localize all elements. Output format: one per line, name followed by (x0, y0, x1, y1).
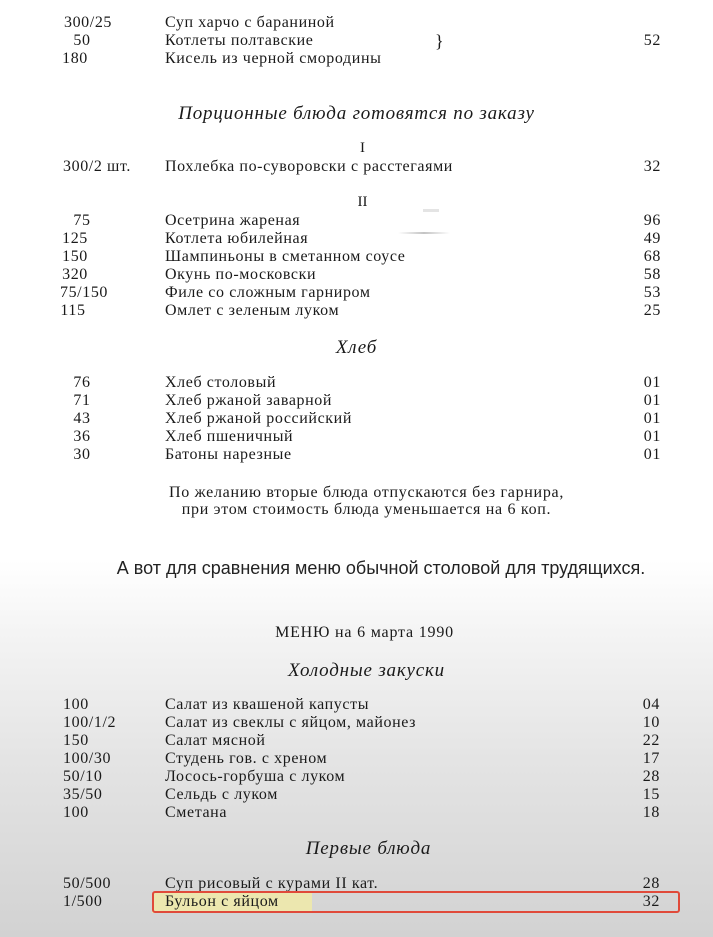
menu-row (0, 750, 713, 768)
highlight-box (152, 891, 680, 913)
weight: 75 (73, 212, 91, 229)
weight: 100 (63, 804, 89, 821)
price: 01 (643, 392, 661, 409)
price: 52 (643, 32, 661, 49)
dish-name: Салат мясной (165, 732, 266, 749)
weight: 100 (63, 696, 89, 713)
weight: 100/1/2 (63, 714, 117, 731)
price: 22 (642, 732, 660, 749)
portion-heading: Порционные блюда готовятся по заказу (178, 103, 535, 124)
weight: 300/2 шт. (63, 158, 131, 175)
bread-heading: Хлеб (335, 337, 378, 358)
menu-row (0, 392, 713, 410)
weight: 1/500 (63, 893, 103, 910)
menu-row (0, 768, 713, 786)
dish-name: Хлеб ржаной заварной (165, 392, 333, 409)
weight: 76 (73, 374, 91, 391)
price: 15 (642, 786, 660, 803)
dish-name: Хлеб пшеничный (165, 428, 294, 445)
note-line: при этом стоимость блюда уменьшается на 6 коп. (181, 501, 552, 518)
weight: 30 (73, 446, 91, 463)
dish-name: Батоны нарезные (165, 446, 292, 463)
dish-name: Филе со сложным гарниром (165, 284, 371, 301)
grouping-brace: } (435, 31, 444, 51)
weight: 180 (62, 50, 88, 67)
dish-name: Похлебка по-суворовски с расстегаями (165, 158, 453, 175)
menu-row (0, 374, 713, 392)
price: 96 (643, 212, 661, 229)
weight: 300/25 (63, 14, 113, 31)
weight: 320 (62, 266, 88, 283)
price: 32 (642, 893, 660, 910)
section-number-ii: II (357, 194, 368, 210)
weight: 100/30 (63, 750, 112, 767)
price: 10 (642, 714, 660, 731)
price: 25 (643, 302, 661, 319)
dish-name: Шампиньоны в сметанном соусе (165, 248, 406, 265)
price: 18 (642, 804, 660, 821)
dish-name: Окунь по-московски (165, 266, 317, 283)
weight: 115 (60, 302, 86, 319)
dish-name: Сельдь с луком (165, 786, 278, 803)
commentary-text: А вот для сравнения меню обычной столовой для трудящихся. (116, 558, 646, 578)
menu-row (0, 732, 713, 750)
menu-row (0, 696, 713, 714)
dish-name: Суп рисовый с курами II кат. (165, 875, 379, 892)
menu-row (0, 266, 713, 284)
price: 49 (643, 230, 661, 247)
menu-row (0, 446, 713, 464)
dish-name: Хлеб ржаной российский (165, 410, 352, 427)
weight: 150 (62, 248, 88, 265)
weight: 50/10 (63, 768, 103, 785)
first-heading: Первые блюда (305, 838, 432, 859)
price: 32 (643, 158, 661, 175)
note-line: По желанию вторые блюда отпускаются без гарнира, (168, 484, 565, 501)
menu-row (0, 158, 713, 176)
weight: 125 (62, 230, 88, 247)
menu-row (0, 302, 713, 320)
weight: 71 (73, 392, 91, 409)
weight: 50 (73, 32, 91, 49)
price: 01 (643, 428, 661, 445)
menu-row (0, 714, 713, 732)
dish-name: Лосось-горбуша с луком (165, 768, 346, 785)
price: 53 (643, 284, 661, 301)
menu-row (0, 248, 713, 266)
menu-row (0, 284, 713, 302)
dish-name: Салат из квашеной капусты (165, 696, 370, 713)
price: 01 (643, 374, 661, 391)
dish-name: Хлеб столовый (165, 374, 277, 391)
section-number-i: I (360, 140, 365, 156)
price: 04 (642, 696, 660, 713)
dish-name: Суп харчо с бараниной (165, 14, 335, 31)
dish-name: Сметана (165, 804, 228, 821)
dish-name: Осетрина жареная (165, 212, 301, 229)
price: 01 (643, 410, 661, 427)
weight: 150 (63, 732, 89, 749)
price: 01 (643, 446, 661, 463)
price: 58 (643, 266, 661, 283)
weight: 50/500 (63, 875, 112, 892)
dish-name: Кисель из черной смородины (165, 50, 382, 67)
dish-name: Студень гов. с хреном (165, 750, 328, 767)
menu-title: МЕНЮ на 6 марта 1990 (275, 624, 454, 641)
price: 28 (642, 875, 660, 892)
menu-row (0, 804, 713, 822)
weight: 43 (73, 410, 91, 427)
dish-name: Котлета юбилейная (165, 230, 309, 247)
menu-row (0, 212, 713, 230)
menu-row (0, 786, 713, 804)
menu-row (0, 14, 713, 32)
weight: 36 (73, 428, 91, 445)
weight: 75/150 (59, 284, 109, 301)
menu-row (0, 32, 713, 50)
cold-heading: Холодные закуски (288, 660, 445, 681)
price: 28 (642, 768, 660, 785)
price: 17 (642, 750, 660, 767)
menu-row (0, 230, 713, 248)
menu-row (0, 50, 713, 68)
price: 68 (643, 248, 661, 265)
menu-row (0, 428, 713, 446)
dish-name: Салат из свеклы с яйцом, майонез (165, 714, 417, 731)
weight: 35/50 (63, 786, 103, 803)
menu-row (0, 410, 713, 428)
dish-name: Котлеты полтавские (165, 32, 314, 49)
dish-name: Бульон с яйцом (165, 893, 279, 910)
dish-name: Омлет с зеленым луком (165, 302, 340, 319)
